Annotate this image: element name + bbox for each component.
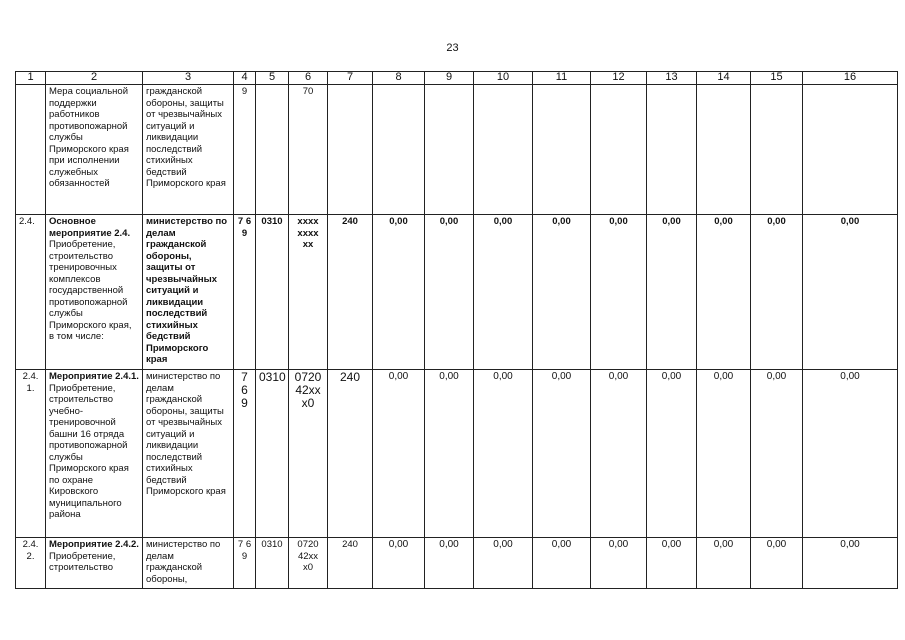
value-cell: 0,00 [373,370,425,538]
value-cell: 0,00 [803,215,898,370]
col-header: 10 [474,72,533,85]
col-header: 2 [46,72,143,85]
col-header: 5 [256,72,289,85]
value-cell: 0,00 [751,370,803,538]
value-cell: 0,00 [474,215,533,370]
value-cell: 0,00 [533,538,591,589]
value-cell: 0,00 [425,370,474,538]
col-header: 13 [647,72,697,85]
value-cell: 0,00 [591,538,647,589]
measure-name [46,538,143,589]
row-number: 2.4. [16,215,46,370]
value-cell: 0,00 [647,370,697,538]
value-cell: 0,00 [474,538,533,589]
value-cell [647,85,697,215]
target-code: 0720 42xx x0 [289,538,328,589]
row-number: 2.4. 1. [16,370,46,538]
value-cell: 0,00 [697,215,751,370]
table-row [16,85,898,215]
target-code: 70 [289,85,328,215]
row-number [16,85,46,215]
expense-type: 240 [328,215,373,370]
value-cell: 0,00 [751,538,803,589]
measure-title: Мероприятие 2.4.2. [49,539,139,550]
section-code: 0310 [256,370,289,538]
value-cell [373,85,425,215]
value-cell [803,85,898,215]
measure-name [46,215,143,370]
table-row [16,370,898,538]
table-row [16,538,898,589]
value-cell: 0,00 [803,538,898,589]
value-cell: 0,00 [373,215,425,370]
executor: гражданской обороны, защиты от чрезвычайных ситуаций и ликвидации последствий стихийных бедствий Приморского края [143,85,234,215]
value-cell: 0,00 [474,370,533,538]
grbs-code: 7 6 9 [234,538,256,589]
value-cell [591,85,647,215]
col-header: 6 [289,72,328,85]
target-code: xxxx xxxx xx [289,215,328,370]
measure-name [46,370,143,538]
col-header: 14 [697,72,751,85]
measure-title: Мероприятие 2.4.1. [49,371,139,382]
expense-type: 240 [328,538,373,589]
value-cell: 0,00 [591,370,647,538]
measure-title: Основное мероприятие 2.4. [49,216,131,239]
col-header: 16 [803,72,898,85]
value-cell: 0,00 [697,370,751,538]
col-header: 1 [16,72,46,85]
row-number: 2.4. 2. [16,538,46,589]
col-header: 3 [143,72,234,85]
budget-table [15,71,898,589]
value-cell [425,85,474,215]
section-code: 0310 [256,538,289,589]
measure-text: Приобретение, строительство тренировочных комплексов государственной противопожарной службы Приморского края, в том числе: [49,239,132,342]
value-cell: 0,00 [697,538,751,589]
value-cell [697,85,751,215]
col-header: 7 [328,72,373,85]
value-cell: 0,00 [533,370,591,538]
col-header: 15 [751,72,803,85]
grbs-code: 9 [234,85,256,215]
section-code [256,85,289,215]
grbs-code: 7 6 9 [234,215,256,370]
value-cell [474,85,533,215]
header-row [16,72,898,85]
value-cell: 0,00 [591,215,647,370]
measure-text: Приобретение, строительство учебно-тренировочной башни 16 отряда противопожарной службы Приморского края по охране Кировского муниципального района [49,382,129,520]
value-cell [328,85,373,215]
value-cell: 0,00 [373,538,425,589]
value-cell: 0,00 [425,215,474,370]
grbs-code: 7 6 9 [234,370,256,538]
col-header: 11 [533,72,591,85]
page-number: 23 [446,42,459,54]
col-header: 8 [373,72,425,85]
executor: министерство по делам гражданской обороны, [143,538,234,589]
expense-type: 240 [328,370,373,538]
col-header: 12 [591,72,647,85]
value-cell [533,85,591,215]
value-cell: 0,00 [533,215,591,370]
target-code: 0720 42xx x0 [289,370,328,538]
value-cell: 0,00 [647,538,697,589]
value-cell: 0,00 [647,215,697,370]
value-cell: 0,00 [425,538,474,589]
executor: министерство по делам гражданской обороны, защиты от чрезвычайных ситуаций и ликвидации последствий стихийных бедствий Приморского края [143,215,234,370]
value-cell: 0,00 [751,215,803,370]
value-cell [751,85,803,215]
section-code: 0310 [256,215,289,370]
value-cell: 0,00 [803,370,898,538]
measure-text: Приобретение, строительство [49,550,116,573]
measure-name: Мера социальной поддержки работников противопожарной службы Приморского края при исполнении служебных обязанностей [46,85,143,215]
executor: министерство по делам гражданской обороны, защиты от чрезвычайных ситуаций и ликвидации последствий стихийных бедствий Приморского края [143,370,234,538]
table-row [16,215,898,370]
col-header: 4 [234,72,256,85]
col-header: 9 [425,72,474,85]
